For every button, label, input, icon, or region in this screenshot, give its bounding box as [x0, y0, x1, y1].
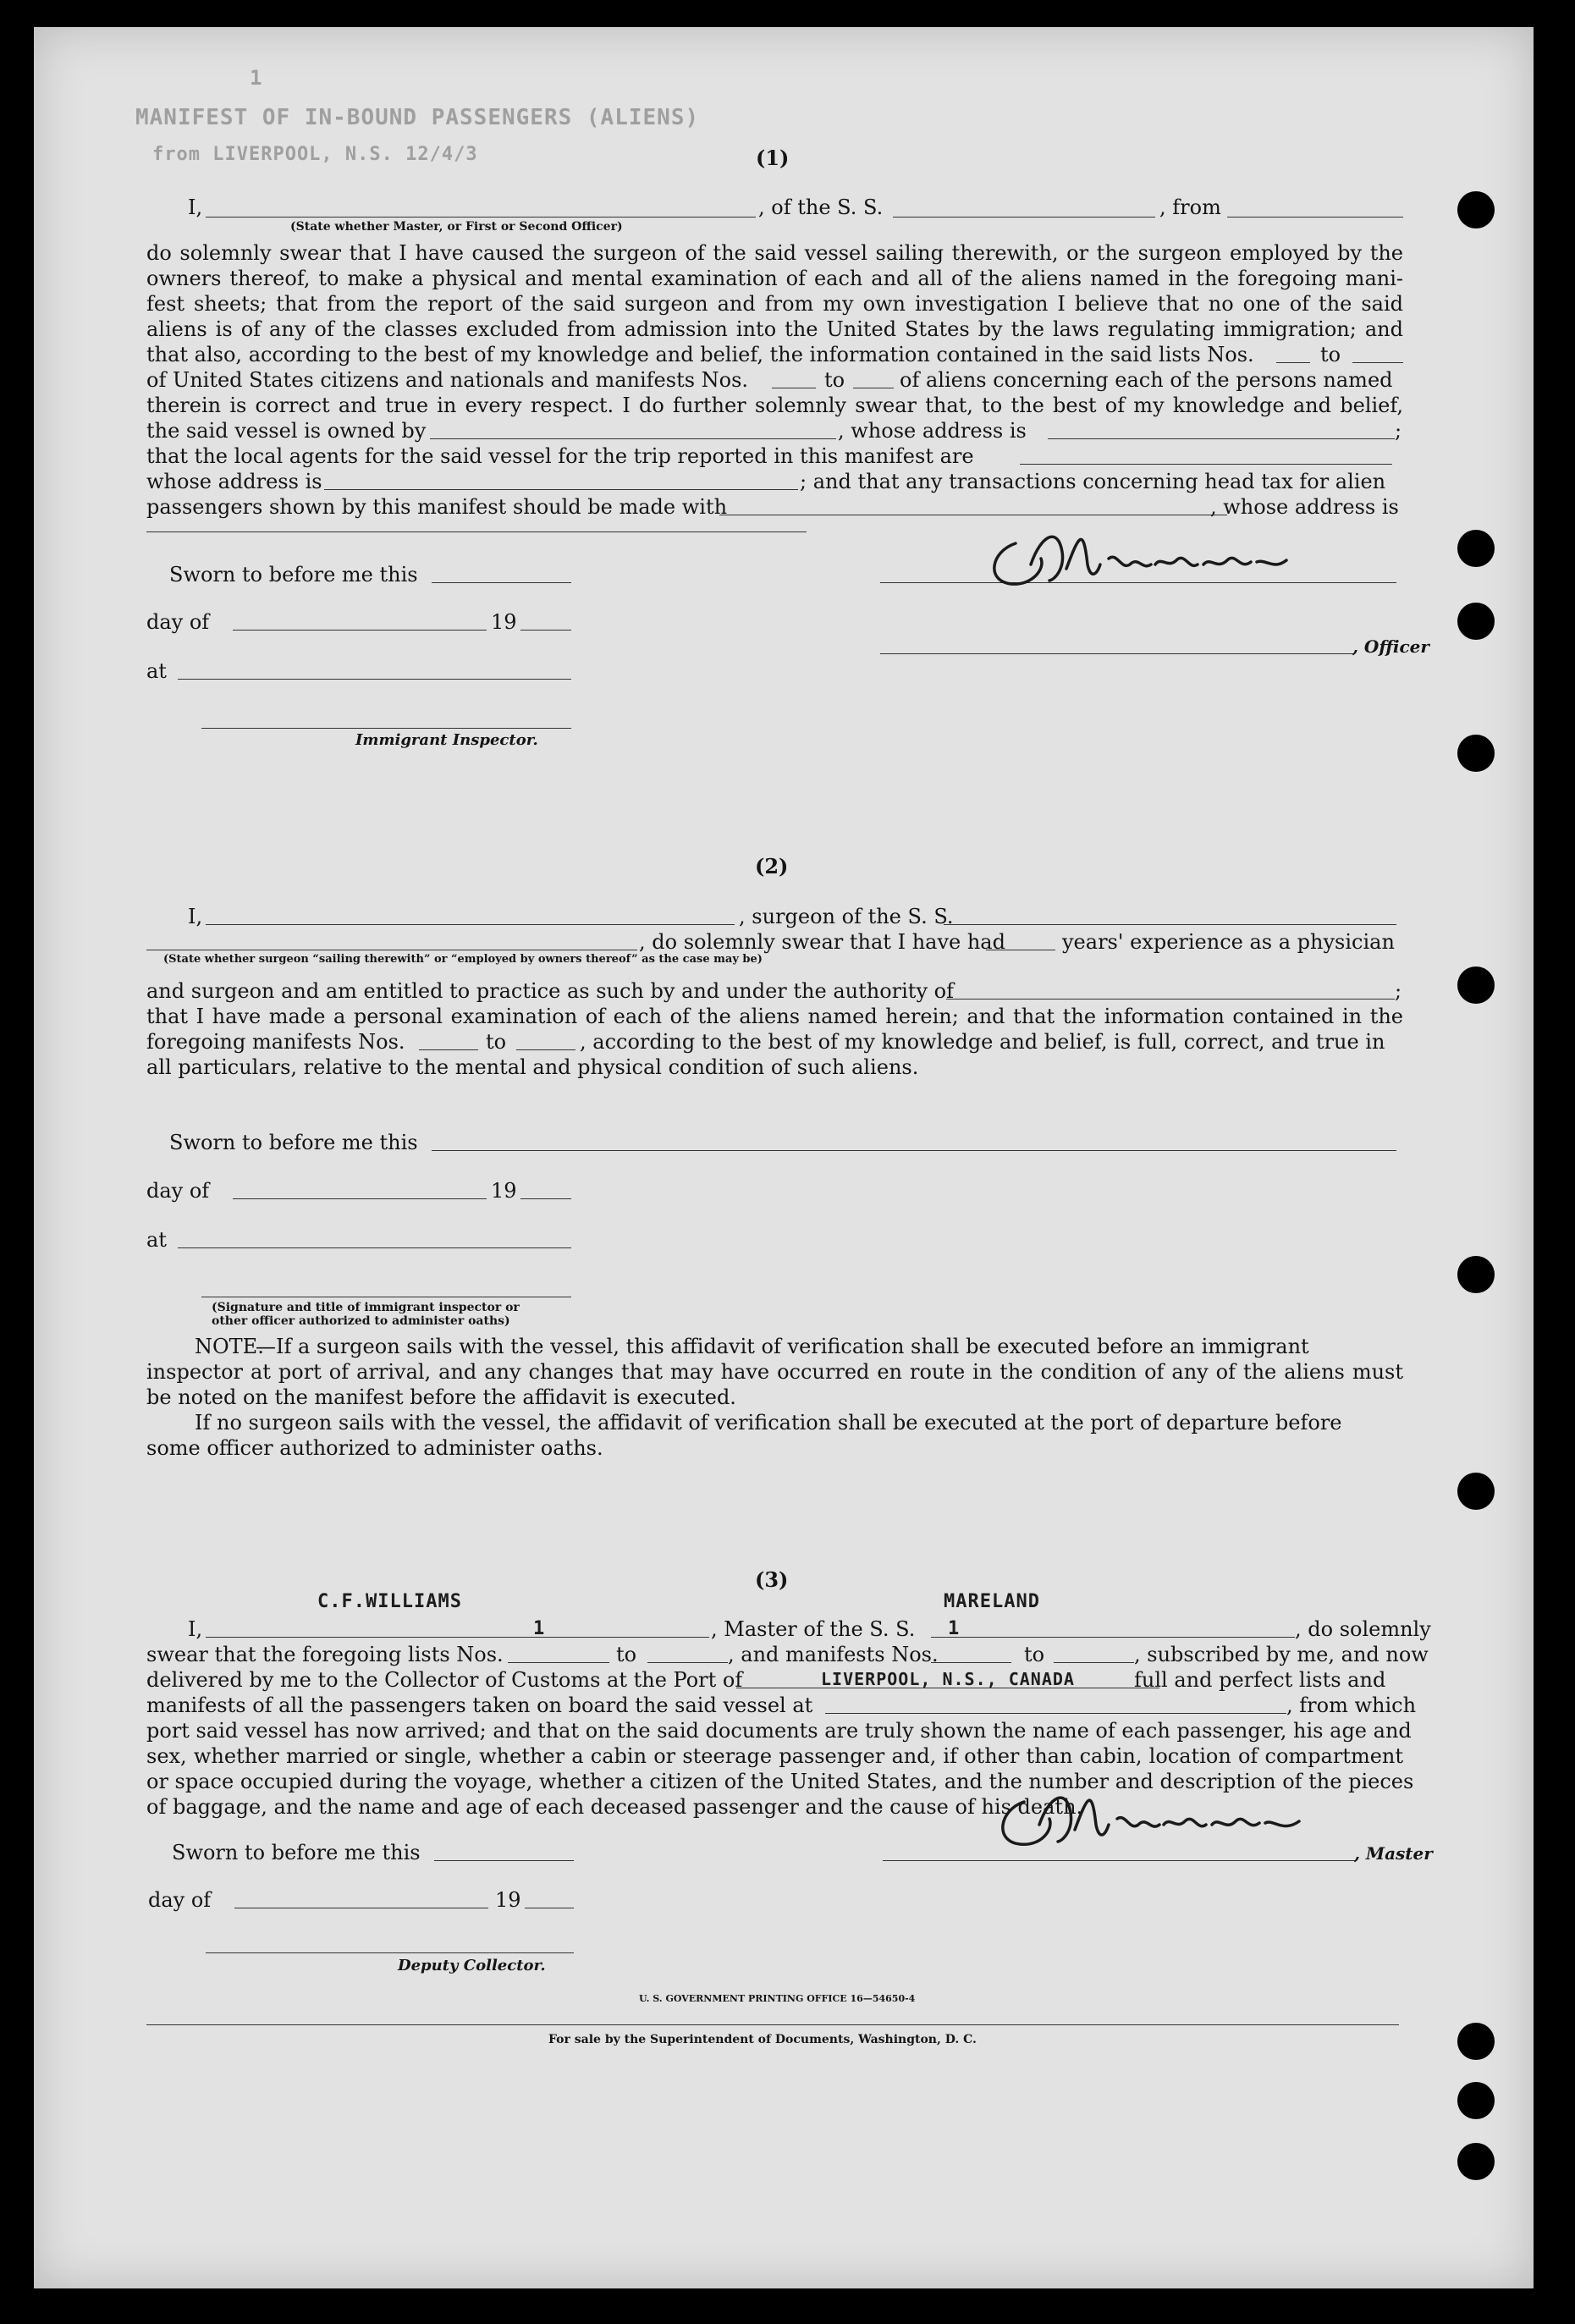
officer-name-field[interactable] [206, 217, 756, 218]
master-body-line-1: port said vessel has now arrived; and that on the said documents are truly shown the name of each passenger, his age and [146, 1719, 1412, 1743]
section-3-sworn: Sworn to before me this [172, 1841, 421, 1864]
surgeon-manifests-to-label: to [486, 1030, 507, 1054]
lists-nos-from-field[interactable] [508, 1662, 609, 1663]
master-body-line-4: of baggage, and the name and age of each deceased passenger and the cause of his death. [146, 1795, 1083, 1819]
agents-address-label: whose address is [146, 470, 322, 493]
lists-from-field[interactable] [1276, 362, 1310, 363]
surgeon-manifests-label: foregoing manifests Nos. [146, 1030, 405, 1054]
master-signature-line[interactable] [883, 1860, 1357, 1861]
manifest-nos-from-field[interactable] [931, 1662, 1011, 1663]
surgeon-status-note: (State whether surgeon “sailing therewith” or “employed by owners thereof” as the case may be) [163, 953, 763, 966]
officer-title-line[interactable] [880, 653, 1354, 654]
deputy-collector-line[interactable] [206, 1952, 574, 1953]
section-2-day-field[interactable] [233, 1198, 487, 1199]
years-label: years' experience as a physician [1062, 930, 1395, 954]
section-2-number: (2) [755, 854, 789, 878]
section-2-year-field[interactable] [520, 1198, 571, 1199]
bleed-through-title: MANIFEST OF IN-BOUND PASSENGERS (ALIENS) [135, 105, 700, 130]
surgeon-label: , surgeon of the S. S. [739, 905, 954, 928]
section-2-at-field[interactable] [178, 1247, 571, 1248]
from-label: , from [1159, 196, 1221, 219]
section-2-day-of: day of [146, 1179, 210, 1203]
section-3-i-label: I, [188, 1617, 203, 1641]
binder-hole-7 [1457, 1473, 1495, 1510]
manifest-page [34, 27, 1534, 2288]
section-1-year-field[interactable] [520, 630, 571, 631]
binder-hole-1 [1457, 191, 1495, 229]
surgeon-manifests-to-field[interactable] [516, 1049, 575, 1050]
printing-office: U. S. GOVERNMENT PRINTING OFFICE 16—54650-4 [639, 1993, 916, 2004]
footer-rule [146, 2024, 1399, 2025]
manifests-all-line: manifests of all the passengers taken on board the said vessel at [146, 1693, 813, 1717]
bleed-page-number: 1 [250, 66, 263, 90]
section-2-sworn-field[interactable] [432, 1150, 1396, 1151]
lists-to-label: to [1320, 343, 1341, 366]
binder-hole-2 [1457, 530, 1495, 567]
oath-line-1: do solemnly swear that I have caused the surgeon of the said vessel sailing therewith, or the surgeon employed by the [146, 241, 1403, 265]
officer-label: , Officer [1352, 636, 1429, 657]
section-1-number: (1) [756, 146, 790, 170]
master-of-label: , Master of the S. S. [711, 1617, 916, 1641]
oath-line-2: owners thereof, to make a physical and mental examination of each and all of the aliens named in the foregoing mani- [146, 267, 1403, 290]
binder-hole-9 [1457, 2082, 1495, 2119]
note-line-5: some officer authorized to administer oaths. [146, 1436, 603, 1460]
lists-nos-to-field[interactable] [647, 1662, 728, 1663]
swear-manifests-label: , and manifests Nos. [728, 1643, 939, 1666]
from-port-field[interactable] [1227, 217, 1403, 218]
agents-address-field[interactable] [324, 489, 798, 490]
from-which-label: , from which [1286, 1693, 1417, 1717]
authority-field[interactable] [946, 999, 1395, 1000]
section-3-sworn-field[interactable] [434, 1860, 574, 1861]
swear-lists-label: swear that the foregoing lists Nos. [146, 1643, 504, 1666]
exam-line: that I have made a personal examination of each of the aliens named herein; and that the information contained in the [146, 1005, 1403, 1028]
master-label: , Master [1354, 1843, 1433, 1864]
owner-address-end: ; [1395, 419, 1402, 443]
binder-hole-10 [1457, 2143, 1495, 2180]
oath-line-3: fest sheets; that from the report of the said surgeon and from my own investigation I believe that no one of the said [146, 292, 1403, 316]
section-1-year: 19 [491, 610, 517, 634]
taken-on-board-field[interactable] [825, 1713, 1286, 1714]
head-tax-with-label: passengers shown by this manifest should be made with [146, 495, 728, 519]
note-label: NOTE. [195, 1335, 264, 1358]
section-1-at: at [146, 659, 167, 683]
oath-line-7: therein is correct and true in every respect. I do further solemnly swear that, to the best of my knowledge and belief, [146, 394, 1403, 417]
ss-label: , of the S. S. [758, 196, 884, 219]
section-1-day-field[interactable] [233, 630, 487, 631]
practice-line: and surgeon and am entitled to practice as such by and under the authority of [146, 979, 954, 1003]
surgeon-swear-label: , do solemnly swear that I have had [639, 930, 1005, 954]
immigrant-inspector-label: Immigrant Inspector. [355, 731, 538, 749]
oath-line-6: of United States citizens and nationals and manifests Nos. [146, 368, 749, 392]
bleed-through-port: from LIVERPOOL, N.S. 12/4/3 [152, 144, 478, 165]
section-1-at-field[interactable] [178, 679, 571, 680]
port-line: delivered by me to the Collector of Customs at the Port of [146, 1668, 743, 1692]
master-signature [990, 1781, 1346, 1857]
section-1-day-of: day of [146, 610, 210, 634]
surgeon-manifests-rest: , according to the best of my knowledge and belief, is full, correct, and true in [580, 1030, 1385, 1054]
port-value: LIVERPOOL, N.S., CANADA [821, 1669, 1075, 1689]
note-line-4: If no surgeon sails with the vessel, the affidavit of verification shall be executed at the port of departure before [195, 1411, 1342, 1435]
binder-hole-4 [1457, 735, 1495, 772]
subscribed-label: , subscribed by me, and now [1134, 1643, 1429, 1666]
surgeon-name-field[interactable] [206, 924, 735, 925]
owner-address-field[interactable] [1048, 438, 1395, 439]
signature-note-2: other officer authorized to administer oaths) [212, 1314, 510, 1328]
section-1-sworn: Sworn to before me this [169, 563, 418, 587]
binder-hole-8 [1457, 2023, 1495, 2060]
master-body-line-2: sex, whether married or single, whether a cabin or steerage passenger and, if other than cabin, location of compartment [146, 1744, 1403, 1768]
manifests-to-label: to [824, 368, 845, 392]
section-2-year: 19 [491, 1179, 517, 1203]
manifest-nos-value: 1 [948, 1618, 961, 1639]
binder-hole-5 [1457, 966, 1495, 1004]
owned-by-label: the said vessel is owned by [146, 419, 427, 443]
officer-signature [982, 518, 1337, 594]
master-name-value: C.F.WILLIAMS [317, 1591, 462, 1612]
binder-hole-6 [1457, 1256, 1495, 1293]
section-2-i-label: I, [188, 905, 203, 928]
note-line-3: be noted on the manifest before the affidavit is executed. [146, 1385, 736, 1409]
master-name-field[interactable] [206, 1637, 709, 1638]
head-tax-address-label: , whose address is [1210, 495, 1399, 519]
practice-line-end: ; [1395, 979, 1402, 1003]
binder-hole-3 [1457, 603, 1495, 640]
owner-address-label: , whose address is [838, 419, 1027, 443]
section-2-sworn: Sworn to before me this [169, 1131, 418, 1154]
section-3-day-of: day of [148, 1888, 212, 1912]
agents-label: that the local agents for the said vessel for the trip reported in this manifest are [146, 444, 974, 468]
section-3-year: 19 [495, 1888, 521, 1912]
section-3-number: (3) [755, 1567, 789, 1592]
section-2-at: at [146, 1228, 167, 1252]
oath-line-4: aliens is of any of the classes excluded from admission into the United States by the laws regulating immigration; and [146, 317, 1403, 341]
master-vessel-field[interactable] [931, 1637, 1295, 1638]
manifest-nos-to-field[interactable] [1054, 1662, 1134, 1663]
vessel-name-field[interactable] [893, 217, 1155, 218]
port-line-end: full and perfect lists and [1134, 1668, 1386, 1692]
section-1-i-label: I, [188, 196, 203, 219]
surgeon-vessel-field[interactable] [944, 924, 1396, 925]
signature-note-1: (Signature and title of immigrant inspector or [212, 1301, 520, 1314]
head-tax-address-field[interactable] [146, 531, 807, 532]
surgeon-manifests-from-field[interactable] [419, 1049, 478, 1050]
solemnly-label: , do solemnly [1295, 1617, 1431, 1641]
agents-field[interactable] [1020, 464, 1392, 465]
vessel-name-value: MARELAND [944, 1591, 1040, 1612]
swear-to-label-2: to [1024, 1643, 1045, 1666]
oath-line-6b: of aliens concerning each of the persons named [900, 368, 1393, 392]
deputy-collector-label: Deputy Collector. [398, 1957, 546, 1974]
particulars-line: all particulars, relative to the mental and physical condition of such aliens. [146, 1055, 919, 1079]
for-sale-notice: For sale by the Superintendent of Documents, Washington, D. C. [548, 2033, 977, 2046]
inspector-signature-line[interactable] [201, 728, 571, 729]
head-tax-label: ; and that any transactions concerning head tax for alien [800, 470, 1386, 493]
section-1-sworn-field[interactable] [432, 582, 571, 583]
lists-nos-value: 1 [533, 1618, 546, 1639]
owner-field[interactable] [430, 438, 836, 439]
oath-line-5: that also, according to the best of my knowledge and belief, the information contained in the said lists Nos. [146, 343, 1254, 366]
swear-to-label-1: to [616, 1643, 637, 1666]
lists-to-field[interactable] [1352, 362, 1403, 363]
note-line-2: inspector at port of arrival, and any changes that may have occurred en route in the condition of any of the aliens must [146, 1360, 1403, 1384]
officer-rank-note: (State whether Master, or First or Second Officer) [290, 220, 623, 234]
note-line-1: —If a surgeon sails with the vessel, this affidavit of verification shall be executed before an immigrant [256, 1335, 1309, 1358]
master-body-line-3: or space occupied during the voyage, whether a citizen of the United States, and the number and description of the pieces [146, 1770, 1414, 1793]
